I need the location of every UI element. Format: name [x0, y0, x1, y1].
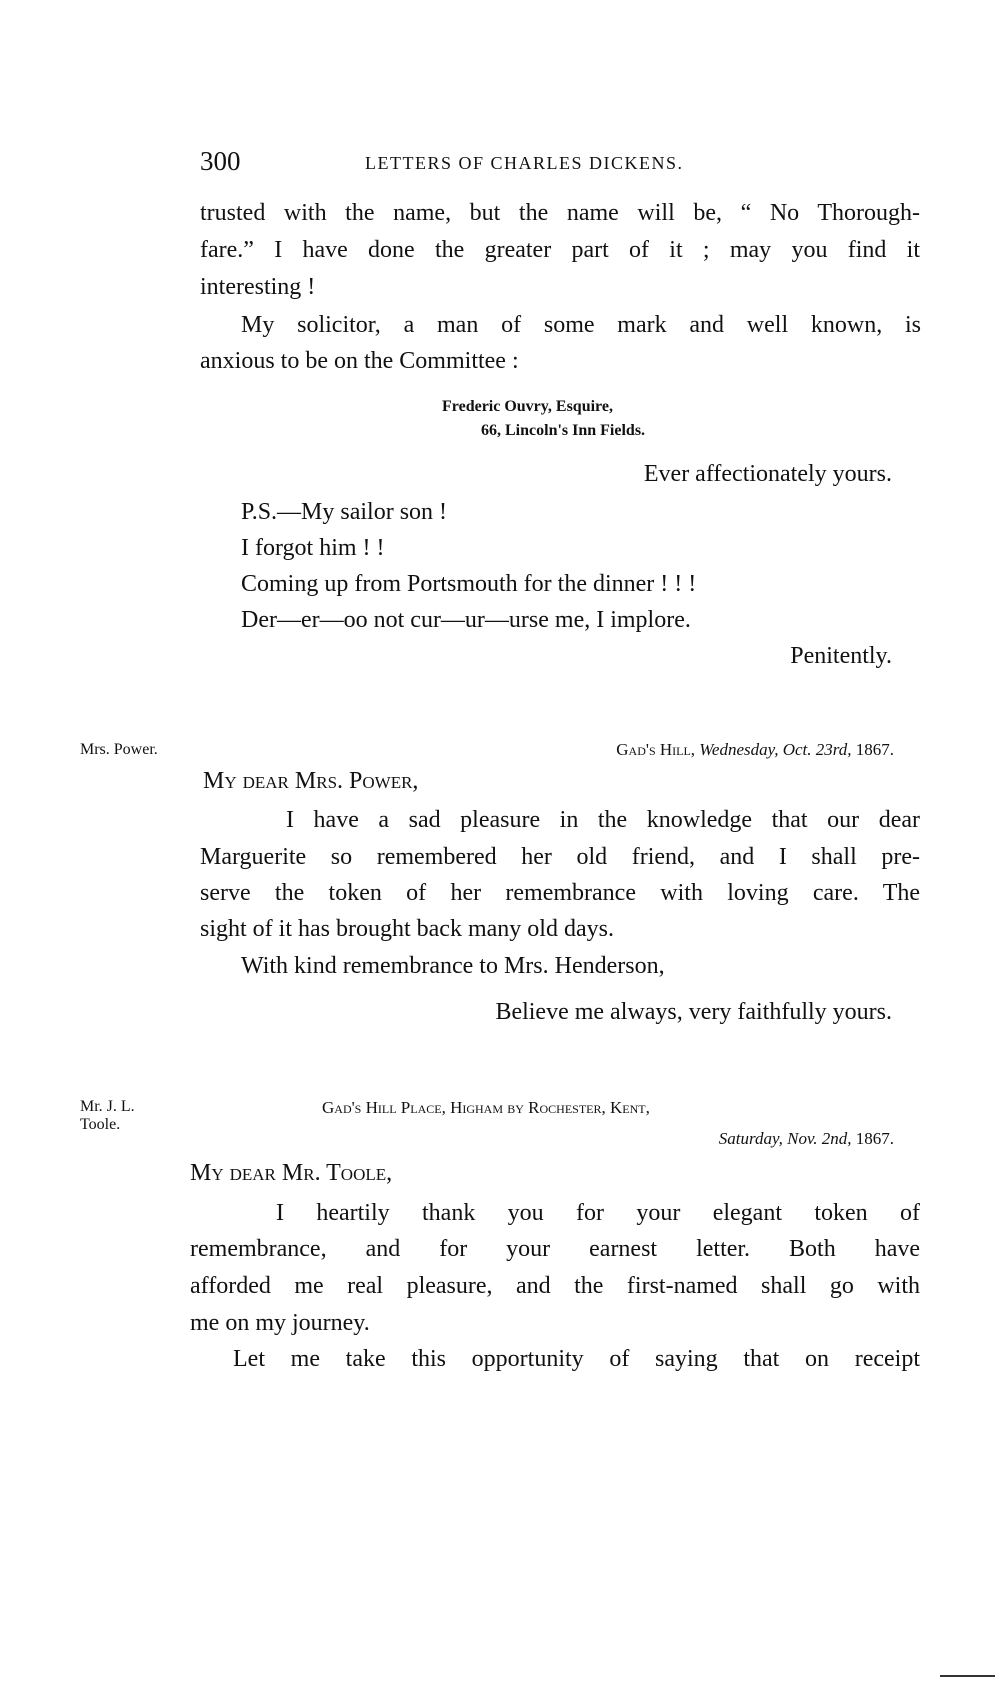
text-line: Let me take this opportunity of saying that on receipt	[233, 1346, 920, 1372]
dateline-place: Gad's Hill,	[616, 740, 696, 759]
greeting: My dear Mrs. Power,	[203, 768, 419, 794]
margin-note: Mrs. Power.	[80, 741, 158, 758]
closing: Ever affectionately yours.	[643, 461, 892, 487]
text-line: me on my journey.	[190, 1310, 370, 1336]
dateline-date: Saturday, Nov. 2nd,	[718, 1129, 852, 1148]
ps-line: Der—er—oo not cur—ur—urse me, I implore.	[241, 607, 691, 633]
text-line: fare.” I have done the greater part of it ; may you find it	[200, 237, 920, 263]
dateline-date: Wednesday, Oct. 23rd,	[699, 740, 852, 759]
text-line: My solicitor, a man of some mark and well known, is	[241, 312, 921, 338]
text-line: interesting !	[200, 274, 316, 300]
text-line: With kind remembrance to Mrs. Henderson,	[241, 953, 665, 979]
text-line: anxious to be on the Committee :	[200, 348, 519, 374]
text-line: trusted with the name, but the name will be, “ No Thorough-	[200, 200, 920, 226]
address-line: Frederic Ouvry, Esquire,	[442, 398, 613, 415]
closing: Believe me always, very faithfully yours.	[495, 999, 892, 1025]
address-line: 66, Lincoln's Inn Fields.	[481, 422, 646, 439]
ps-line: Coming up from Portsmouth for the dinner ! ! !	[241, 571, 697, 597]
greeting: My dear Mr. Toole,	[190, 1160, 393, 1186]
dateline-place: Gad's Hill Place, Higham by Rochester, Kent,	[322, 1098, 650, 1117]
dateline-year: 1867.	[855, 1129, 894, 1148]
margin-note: Mr. J. L. Toole.	[80, 1098, 135, 1133]
text-line: remembrance, and for your earnest letter. Both have	[190, 1236, 920, 1262]
text-line: sight of it has brought back many old days.	[200, 916, 614, 942]
text-line: afforded me real pleasure, and the first-named shall go with	[190, 1273, 920, 1299]
page-number: 300	[200, 146, 241, 176]
running-head: LETTERS OF CHARLES DICKENS.	[365, 153, 684, 173]
scan-bottom-mark	[940, 1675, 995, 1677]
text-line: I have a sad pleasure in the knowledge that our dear	[286, 807, 920, 833]
text-line: I heartily thank you for your elegant token of	[276, 1200, 920, 1226]
dateline	[616, 740, 894, 760]
text-line: Marguerite so remembered her old friend, and I shall pre-	[200, 844, 920, 870]
signature: Penitently.	[790, 643, 892, 669]
ps-line: I forgot him ! !	[241, 535, 385, 561]
dateline	[719, 1129, 894, 1149]
dateline-year: 1867.	[855, 740, 894, 759]
text-line: serve the token of her remembrance with loving care. The	[200, 880, 920, 906]
ps-line: P.S.—My sailor son !	[241, 499, 448, 525]
